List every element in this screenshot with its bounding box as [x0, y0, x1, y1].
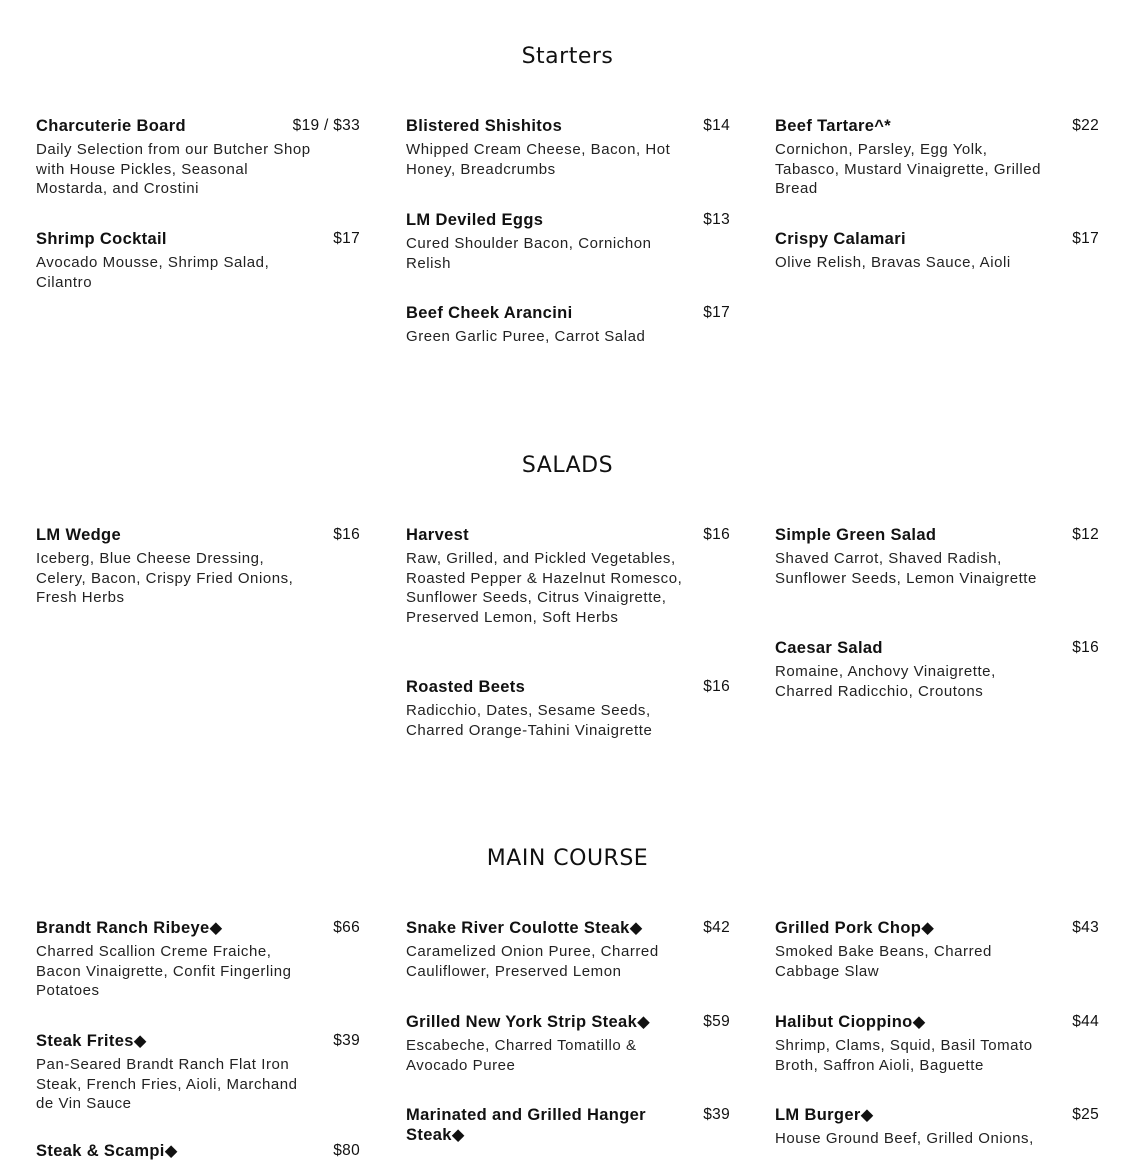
menu-item: [406, 1105, 730, 1145]
item-name: Snake River Coulotte Steak◆: [406, 919, 643, 937]
item-description: Charred Scallion Creme Fraiche, Bacon Vinaigrette, Confit Fingerling Potatoes: [36, 943, 292, 999]
item-price: $13: [703, 211, 730, 228]
item-price: $16: [703, 678, 730, 695]
item-price: $19 / $33: [292, 117, 360, 134]
item-description: Caramelized Onion Puree, Charred Cauliflower, Preserved Lemon: [406, 943, 659, 980]
item-name: Steak Frites◆: [36, 1032, 147, 1050]
item-description: Daily Selection from our Butcher Shop with House Pickles, Seasonal Mostarda, and Crostini: [36, 141, 311, 197]
item-description: Cured Shoulder Bacon, Cornichon Relish: [406, 235, 652, 272]
item-name: Grilled Pork Chop◆: [775, 919, 935, 937]
item-price: $16: [1072, 639, 1099, 656]
item-price: $14: [703, 117, 730, 134]
item-name: Blistered Shishitos: [406, 117, 563, 135]
item-name: Caesar Salad: [775, 639, 883, 657]
item-price: $16: [703, 526, 730, 543]
item-name: Grilled New York Strip Steak◆: [406, 1013, 651, 1031]
item-description: Escabeche, Charred Tomatillo & Avocado Puree: [406, 1037, 637, 1074]
item-price: $17: [703, 304, 730, 321]
starters-title: Starters: [521, 44, 614, 69]
menu-item: [775, 525, 1099, 588]
item-description: House Ground Beef, Grilled Onions,: [775, 1130, 1034, 1147]
item-description: Pan-Seared Brandt Ranch Flat Iron Steak, French Fries, Aioli, Marchand de Vin Sauce: [36, 1056, 298, 1112]
menu-item: [775, 229, 1099, 273]
menu-item: [406, 677, 730, 740]
item-description: Romaine, Anchovy Vinaigrette, Charred Radicchio, Croutons: [775, 663, 996, 700]
item-price: $42: [703, 919, 730, 936]
item-name: Charcuterie Board: [36, 117, 186, 135]
item-price: $80: [333, 1142, 360, 1159]
main-course-title: MAIN COURSE: [486, 846, 649, 871]
menu-item: [36, 229, 360, 292]
item-description: Shaved Carrot, Shaved Radish, Sunflower Seeds, Lemon Vinaigrette: [775, 550, 1037, 587]
menu-item: [36, 525, 360, 608]
item-description: Avocado Mousse, Shrimp Salad, Cilantro: [36, 254, 270, 291]
item-price: $59: [703, 1013, 730, 1030]
menu-item: [36, 1031, 360, 1114]
item-description: Raw, Grilled, and Pickled Vegetables, Roasted Pepper & Hazelnut Romesco, Sunflower Seeds, Citrus Vinaigrette, Preserved Lemon, Soft Herbs: [406, 550, 683, 626]
menu-item: [406, 1012, 730, 1075]
item-name: LM Burger◆: [775, 1106, 874, 1124]
item-description: Green Garlic Puree, Carrot Salad: [406, 328, 646, 345]
item-description: Cornichon, Parsley, Egg Yolk, Tabasco, Mustard Vinaigrette, Grilled Bread: [775, 141, 1042, 197]
item-price: $17: [333, 230, 360, 247]
item-description: Shrimp, Clams, Squid, Basil Tomato Broth, Saffron Aioli, Baguette: [775, 1037, 1033, 1074]
menu-item: [775, 918, 1099, 981]
item-price: $43: [1072, 919, 1099, 936]
item-name: Marinated and Grilled Hanger Steak◆: [406, 1106, 646, 1144]
item-price: $16: [333, 526, 360, 543]
item-description: Olive Relish, Bravas Sauce, Aioli: [775, 254, 1011, 271]
item-name: Roasted Beets: [406, 678, 526, 696]
salads-title: SALADS: [521, 453, 614, 478]
menu-item: [406, 525, 730, 627]
item-name: Simple Green Salad: [775, 526, 937, 544]
item-description: Iceberg, Blue Cheese Dressing, Celery, Bacon, Crispy Fried Onions, Fresh Herbs: [36, 550, 294, 606]
menu-item: [36, 918, 360, 1001]
item-name: Beef Tartare^*: [775, 117, 892, 135]
item-price: $39: [703, 1106, 730, 1123]
item-name: Brandt Ranch Ribeye◆: [36, 919, 223, 937]
item-name: LM Deviled Eggs: [406, 211, 544, 229]
item-name: Crispy Calamari: [775, 230, 906, 248]
item-name: Steak & Scampi◆: [36, 1142, 178, 1160]
menu-item: [406, 210, 730, 273]
item-name: Halibut Cioppino◆: [775, 1013, 926, 1031]
item-price: $66: [333, 919, 360, 936]
item-name: Shrimp Cocktail: [36, 230, 167, 248]
item-description: Smoked Bake Beans, Charred Cabbage Slaw: [775, 943, 992, 980]
item-price: $25: [1072, 1106, 1099, 1123]
item-price: $22: [1072, 117, 1099, 134]
item-name: Harvest: [406, 526, 469, 544]
menu-item: [406, 116, 730, 179]
item-price: $44: [1072, 1013, 1099, 1030]
menu-item: [406, 918, 730, 981]
menu-item: [36, 1141, 360, 1161]
item-name: LM Wedge: [36, 526, 121, 544]
item-description: Whipped Cream Cheese, Bacon, Hot Honey, Breadcrumbs: [406, 141, 671, 178]
menu-item: [775, 1012, 1099, 1075]
item-price: $12: [1072, 526, 1099, 543]
menu-item: [36, 116, 360, 199]
menu-item: [406, 303, 730, 347]
item-description: Radicchio, Dates, Sesame Seeds, Charred Orange-Tahini Vinaigrette: [406, 702, 653, 739]
menu-item: [775, 1105, 1099, 1149]
menu-item: [775, 116, 1099, 199]
item-name: Beef Cheek Arancini: [406, 304, 573, 322]
menu-item: [775, 638, 1099, 701]
item-price: $17: [1072, 230, 1099, 247]
item-price: $39: [333, 1032, 360, 1049]
